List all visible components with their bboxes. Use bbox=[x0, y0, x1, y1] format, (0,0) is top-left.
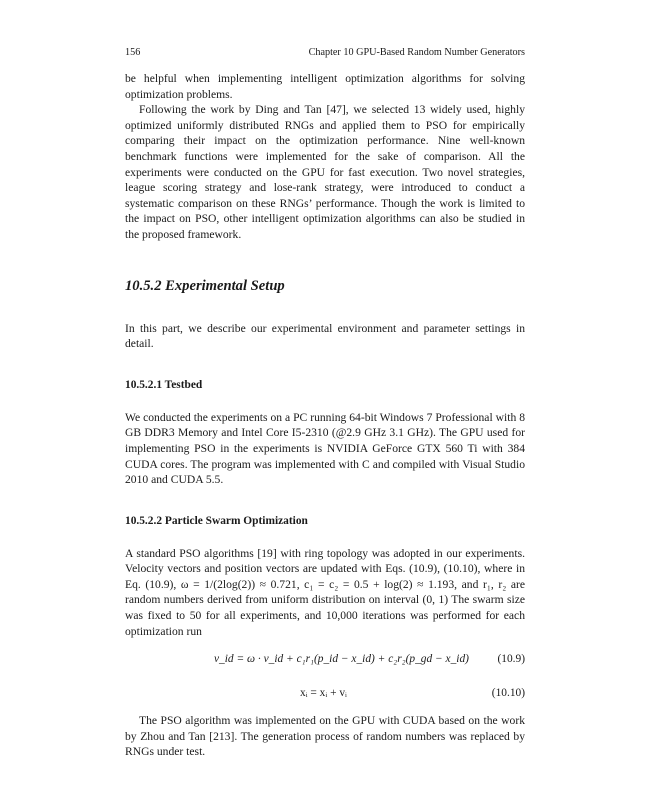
subsection-heading-testbed: 10.5.2.1 Testbed bbox=[125, 378, 203, 391]
equation-number: (10.10) bbox=[491, 687, 525, 700]
equation-number: (10.9) bbox=[497, 653, 525, 666]
paragraph: be helpful when implementing intelligent optimization algorithms for solving optimization problems. bbox=[125, 72, 525, 101]
chapter-title: Chapter 10 GPU-Based Random Number Generators bbox=[308, 47, 525, 58]
paragraph: A standard PSO algorithms [19] with ring topology was adopted in our experiments. Velocity vectors and position vectors are updated with Eqs. (10.9), (10.10), where in Eq. (10.9), ω = 1/(2log(2)) ≈ 0.721, c₁ = c₂ = 0.5 + log(2) ≈ 1.193, and r₁, r₂ are random numbers derived from uniform distribution on interval (0, 1) The swarm size was fixed to 50 for all experiments, and 10,000 iterations was performed for each optimization run bbox=[125, 546, 525, 638]
paragraph: In this part, we describe our experimental environment and parameter settings in detail. bbox=[125, 321, 525, 351]
paragraph: Following the work by Ding and Tan [47], we selected 13 widely used, highly optimized uniformly distributed RNGs and applied them to PSO for empirically comparing their impact on the optimization performance. Nine well-known benchmark functions were implemented for the sake of comparison. All the experiments were conducted on the GPU for fast execution. Two novel strategies, league scoring strategy and lose-rank strategy, were introduced to conduct a systematic comparison on these RNGs’ performance. Though the work is limited to the impact on PSO, other intelligent optimization algorithms can also be studied in the proposed framework. bbox=[125, 103, 525, 241]
paragraph: We conducted the experiments on a PC running 64-bit Windows 7 Professional with 8 GB DDR3 Memory and Intel Core I5-2310 (@2.9 GHz 3.1 GHz). The GPU used for implementing PSO in the experiments is NVIDIA GeForce GTX 560 Ti with 384 CUDA cores. The program was implemented with C and compiled with Visual Studio 2010 and CUDA 5.5. bbox=[125, 410, 525, 487]
subsection-heading-pso: 10.5.2.2 Particle Swarm Optimization bbox=[125, 514, 308, 527]
equation-10-9 bbox=[125, 651, 525, 667]
paragraph: The PSO algorithm was implemented on the GPU with CUDA based on the work by Zhou and Tan [213]. The generation process of random numbers was replaced by RNGs under test. bbox=[125, 714, 525, 759]
body-text bbox=[125, 71, 525, 760]
page-number: 156 bbox=[125, 47, 141, 58]
equation-expression: v_id = ω · v_id + c₁r₁(p_id − x_id) + c₂r₂(p_gd − x_id) bbox=[214, 653, 469, 666]
section-heading: 10.5.2 Experimental Setup bbox=[125, 277, 285, 294]
equation-10-10 bbox=[125, 685, 525, 701]
equation-expression: xᵢ = xᵢ + vᵢ bbox=[300, 687, 347, 700]
